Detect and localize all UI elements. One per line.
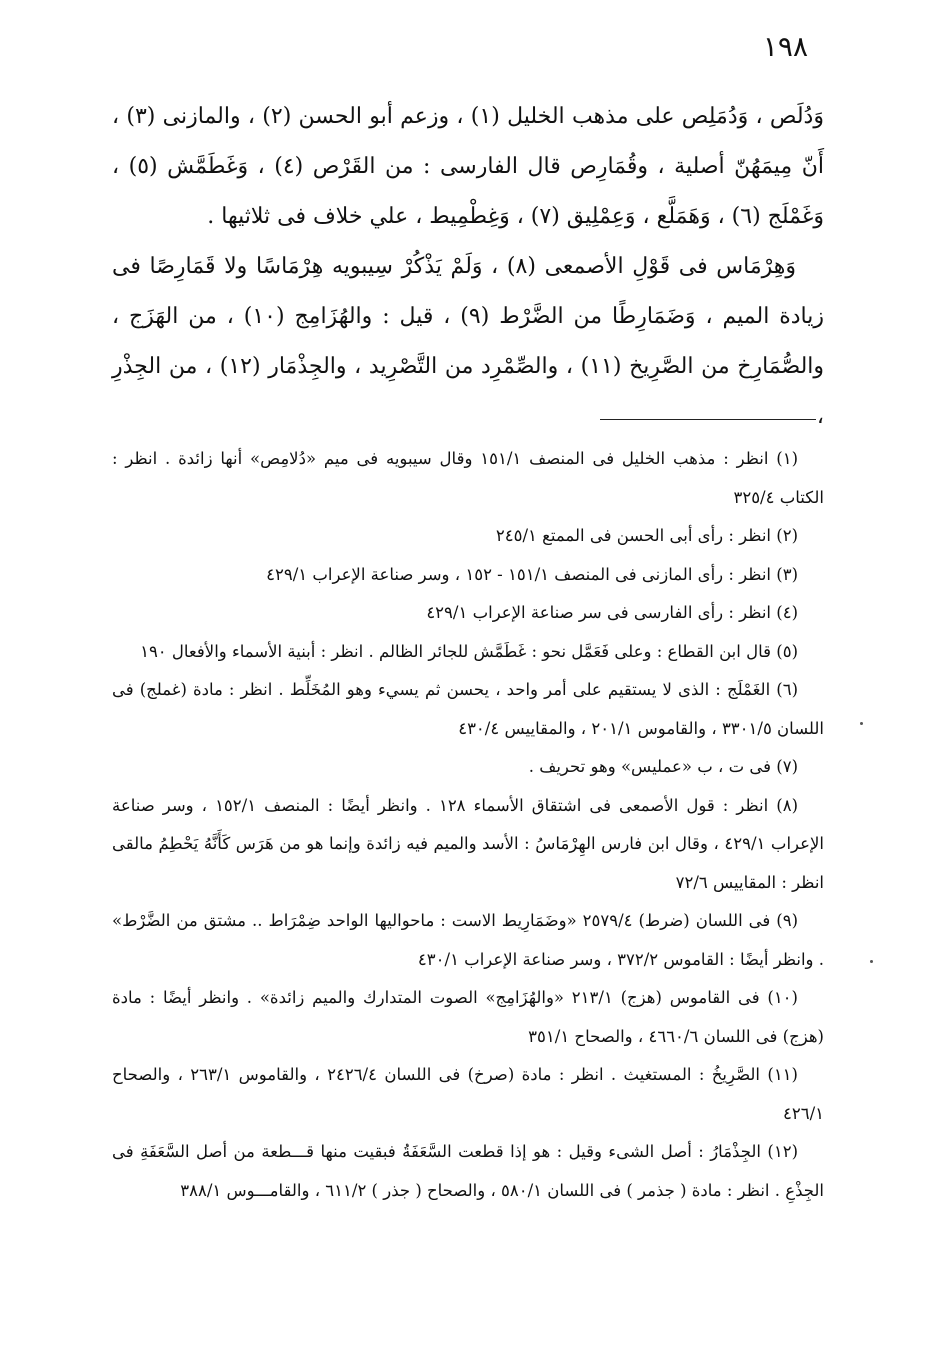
footnote-12: (١٢) الجِذْمَارُ : أصل الشىء وقيل : هو إذا قطعت السَّعَفَةُ فبقيت منها قـــطعة من أصل السَّعَفَةِ فى الجِذْعِ . انظر : مادة ( جذمر ) فى اللسان ٥٨٠/١ ، والصحاح ( جذر ) ٦١١/٢ ، والقامـــوس ٣٨٨/١ xyxy=(112,1142,824,1200)
main-text xyxy=(112,92,824,442)
footnote-separator xyxy=(600,419,816,420)
footnote-5: (٥) قال ابن القطاع : وعلى فَعَمَّل نحو : غَطَمَّش للجائر الظالم . انظر : أبنية الأسماء والأفعال ١٩٠ xyxy=(140,641,798,661)
footnote-4: (٤) انظر : رأى الفارسى فى سر صناعة الإعراب ٤٢٩/١ xyxy=(426,603,798,622)
footnote-3: (٣) انظر : رأى المازنى فى المنصف ١٥١/١ - ١٥٢ ، وسر صناعة الإعراب ٤٢٩/١ xyxy=(266,564,798,584)
footnotes xyxy=(112,440,824,1210)
footnote-7: (٧) فى ت ، ب «عمليس» وهو تحريف . xyxy=(528,757,798,776)
body-paragraph: وَهِرْمَاس فى قَوْلِ الأصمعى (٨) ، وَلَمْ يَذْكُرْ سِيبويه هِرْمَاسًا ولا قَمَارِصًا فى زيادة الميم ، وَضَمَارِطًا من الضَّرْط (٩) ، قيل : والهُزَامِج (١٠) ، من الهَزَج ، والصُّمَارِخ من الصَّرِيخ (١١) ، والصِّمْرِد من التَّصْرِيد ، والجِذْمَار (١٢) ، من الجِذْرِ ، xyxy=(112,254,825,429)
footnote-8: (٨) انظر : قول الأصمعى فى اشتقاق الأسماء ١٢٨ . وانظر أيضًا : المنصف ١٥٢/١ ، وسر صناعة الإعراب ٤٢٩/١ ، وقال ابن فارس الهِرْمَاسُ : الأسد والميم فيه زائدة وإنما هو من هَرَس كَأَنَّهُ يَحْطِمُ مالقى انظر : المقاييس ٧٢/٦ xyxy=(112,795,824,892)
footnote-1: (١) انظر : مذهب الخليل فى المنصف ١٥١/١ وقال سيبويه فى ميم «دُلامِص» أنها زائدة . انظر : الكتاب ٣٢٥/٤ xyxy=(112,449,824,507)
body-paragraph: وَدُلَص ، وَدُمَلِص على مذهب الخليل (١) ، وزعم أبو الحسن (٢) ، والمازنى (٣) ، أَنّ مِيمَهُنّ أصلية ، وقُمَارِص قال الفارسى : من القَرْص (٤) ، وَغَطَمَّش (٥) ، وَغَمْلَج (٦) ، وَهَمَلَّع ، وَعِمْلِيق (٧) ، وَغِطْمِيط ، علي خلاف فى ثلاثيها . xyxy=(112,104,825,229)
footnote-9: (٩) فى اللسان (ضرط) ٢٥٧٩/٤ «وضَمَارِيط الاست : ماحواليها الواحد ضِمْرَاط .. مشتق من الضَّرْط» . وانظر أيضًا : القاموس ٣٧٢/٢ ، وسر صناعة الإعراب ٤٣٠/١ xyxy=(112,911,824,969)
scan-speck xyxy=(860,722,863,725)
scan-speck xyxy=(870,960,873,963)
footnote-2: (٢) انظر : رأى أبى الحسن فى الممتع ٢٤٥/١ xyxy=(495,526,798,545)
footnote-11: (١١) الصَّرِيخُ : المستغيث . انظر : مادة (صرخ) فى اللسان ٢٤٢٦/٤ ، والقاموس ٢٦٣/١ ، والصحاح ٤٢٦/١ xyxy=(112,1065,824,1123)
footnote-6: (٦) الغَمْلَج : الذى لا يستقيم على أمر واحد ، يحسن ثم يسيء وهو المُخَلِّط . انظر : مادة (غملج) فى اللسان ٣٣٠١/٥ ، والقاموس ٢٠١/١ ، والمقاييس ٤٣٠/٤ xyxy=(112,680,824,738)
footnote-10: (١٠) فى القاموس (هزج) ٢١٣/١ «والهُزَامِج» الصوت المتدارك والميم زائدة» . وانظر أيضًا : مادة (هزج) فى اللسان ٤٦٦٠/٦ ، والصحاح ٣٥١/١ xyxy=(112,988,824,1046)
page-number: ١٩٨ xyxy=(762,30,808,63)
